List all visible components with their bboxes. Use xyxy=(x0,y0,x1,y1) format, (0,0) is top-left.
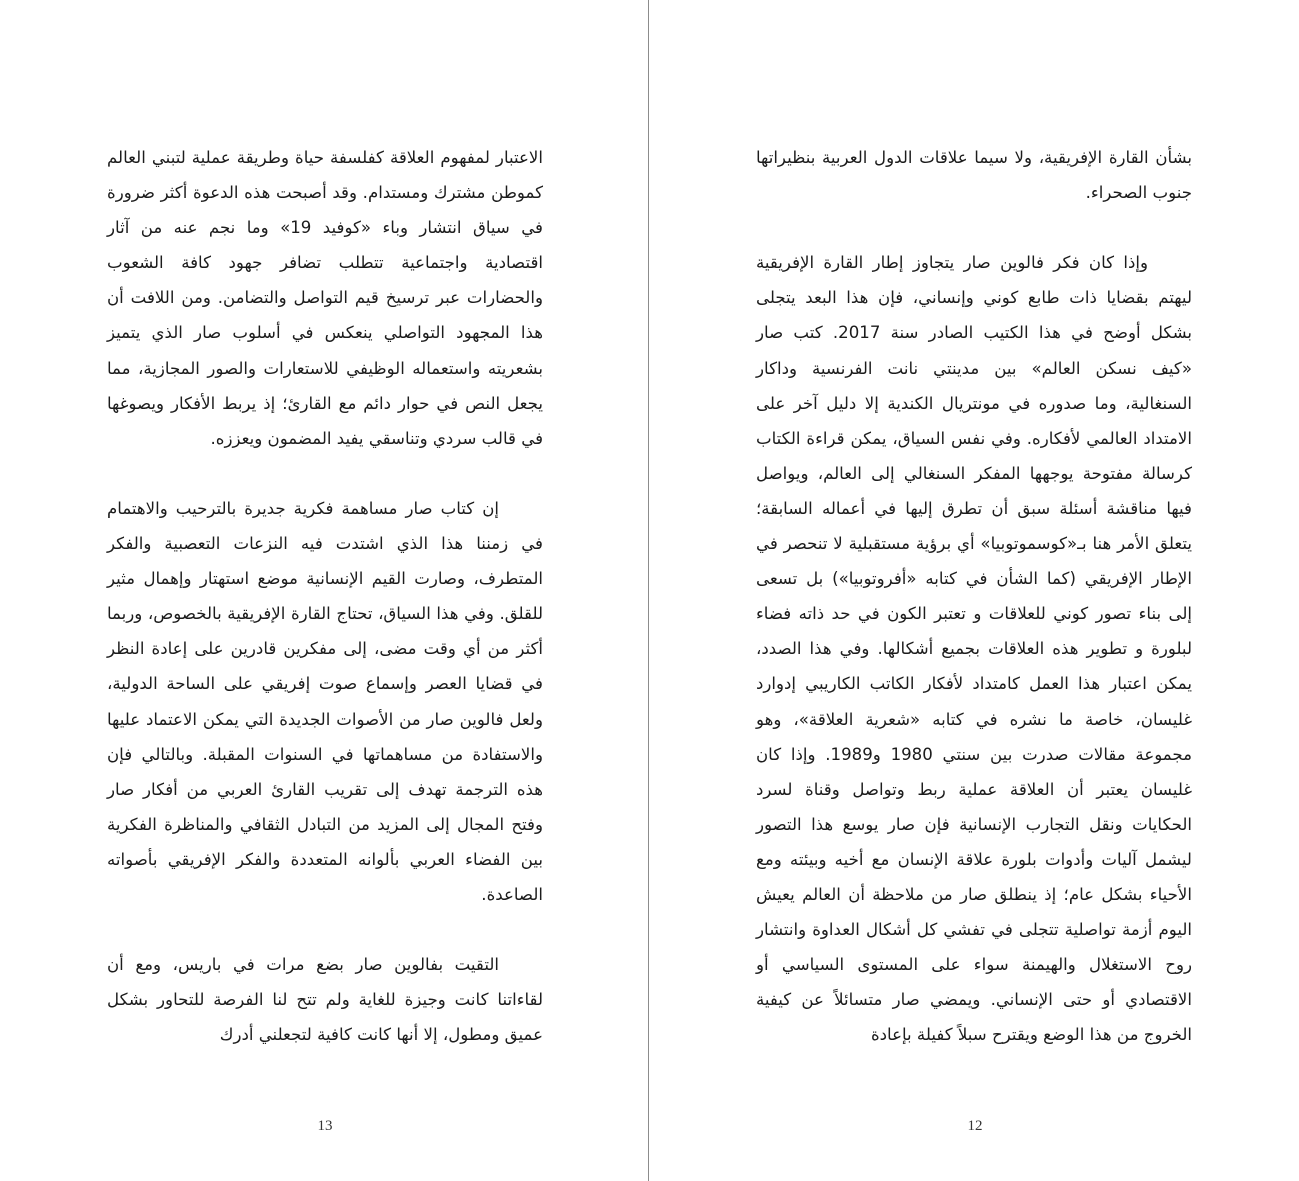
page-gutter-divider xyxy=(648,0,649,1181)
right-page-text xyxy=(756,140,1192,1052)
paragraph: بشأن القارة الإفريقية، ولا سيما علاقات الدول العربية بنظيراتها جنوب الصحراء. xyxy=(756,148,1192,203)
left-page xyxy=(0,0,649,1181)
page-number: 13 xyxy=(317,1118,333,1134)
page-number: 12 xyxy=(967,1118,983,1134)
paragraph: وإذا كان فكر فالوين صار يتجاوز إطار القارة الإفريقية ليهتم بقضايا ذات طابع كوني وإنساني، فإن هذا البعد يتجلى بشكل أوضح في هذا الكتيب الصادر سنة 2017. كتب صار «كيف نسكن العالم» بين مدينتي نانت الفرنسية وداكار السنغالية، وما صدوره في مونتريال الكندية إلا دليل آخر على الامتداد العالمي لأفكاره. وفي نفس السياق، يمكن قراءة الكتاب كرسالة مفتوحة يوجهها المفكر السنغالي إلى العالم، ويواصل فيها مناقشة أسئلة سبق أن تطرق إليها في أعماله السابقة؛ يتعلق الأمر هنا بـ«كوسموتوبيا» أي برؤية مستقبلية لا تنحصر في الإطار الإفريقي (كما الشأن في كتابه «أفروتوبيا») بل تسعى إلى بناء تصور كوني للعلاقات و تعتبر الكون في حد ذاته فضاء لبلورة و تطوير هذه العلاقات بجميع أشكالها. وفي هذا الصدد، يمكن اعتبار هذا العمل كامتداد لأفكار الكاتب الكاريبي إدوارد غليسان، خاصة ما نشره في كتابه «شعرية العلاقة»، وهو مجموعة مقالات صدرت بين سنتي 1980 و1989. وإذا كان غليسان يعتبر أن العلاقة عملية ربط وتواصل وقناة لسرد الحكايات ونقل التجارب الإنسانية فإن صار يوسع هذا التصور ليشمل آليات وأدوات بلورة علاقة الإنسان مع أخيه وبيئته ومع الأحياء بشكل عام؛ إذ ينطلق صار من ملاحظة أن العالم يعيش اليوم أزمة تواصلية تتجلى في تفشي كل أشكال العداوة وانتشار روح الاستغلال والهيمنة سواء على المستوى السياسي أو الاقتصادي أو حتى الإنساني. ويمضي صار متسائلاً عن كيفية الخروج من هذا الوضع ويقترح سبلاً كفيلة بإعادة xyxy=(756,253,1192,1045)
right-page xyxy=(650,0,1299,1181)
paragraph: الاعتبار لمفهوم العلاقة كفلسفة حياة وطريقة عملية لتبني العالم كموطن مشترك ومستدام. وقد أصبحت هذه الدعوة أكثر ضرورة في سياق انتشار وباء «كوفيد 19» وما نجم عنه من آثار اقتصادية واجتماعية تتطلب تضافر جهود كافة الشعوب والحضارات عبر ترسيخ قيم التواصل والتضامن. ومن اللافت أن هذا المجهود التواصلي ينعكس في أسلوب صار الذي يتميز بشعريته واستعماله الوظيفي للاستعارات والصور المجازية، مما يجعل النص في حوار دائم مع القارئ؛ إذ يربط الأفكار ويصوغها في قالب سردي وتناسقي يفيد المضمون ويعززه. xyxy=(107,148,543,448)
paragraph: إن كتاب صار مساهمة فكرية جديرة بالترحيب والاهتمام في زمننا هذا الذي اشتدت فيه النزعات التعصبية والفكر المتطرف، وصارت القيم الإنسانية موضع استهتار وإهمال مثير للقلق. وفي هذا السياق، تحتاج القارة الإفريقية بالخصوص، وربما أكثر من أي وقت مضى، إلى مفكرين قادرين على إعادة النظر في قضايا العصر وإسماع صوت إفريقي على الساحة الدولية، ولعل فالوين صار من الأصوات الجديدة التي يمكن الاعتماد عليها والاستفادة من مساهماتها في السنوات المقبلة. وبالتالي فإن هذه الترجمة تهدف إلى تقريب القارئ العربي من أفكار صار وفتح المجال إلى المزيد من التبادل الثقافي والمناظرة الفكرية بين الفضاء العربي بألوانه المتعددة والفكر الإفريقي بأصواته الصاعدة. xyxy=(107,498,543,904)
left-page-text xyxy=(107,140,543,1052)
paragraph: التقيت بفالوين صار بضع مرات في باريس، ومع أن لقاءاتنا كانت وجيزة للغاية ولم تتح لنا الفرصة للتحاور بشكل عميق ومطول، إلا أنها كانت كافية لتجعلني أدرك xyxy=(107,955,543,1045)
